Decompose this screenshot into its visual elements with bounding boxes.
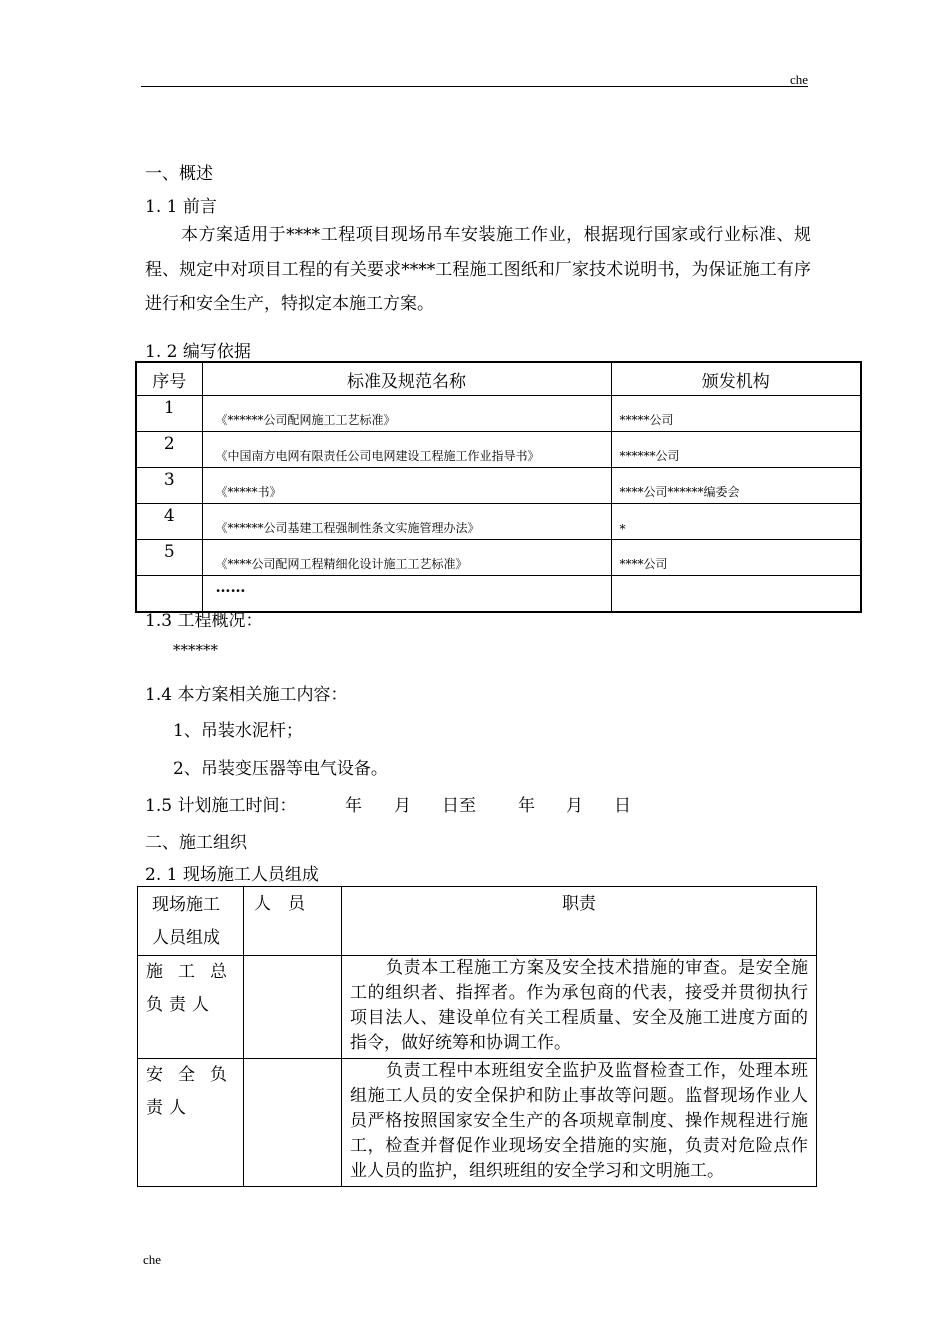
table-row	[136, 468, 861, 504]
date-day-start: 日至	[442, 796, 476, 816]
content-item-1: 1、吊装水泥杆；	[173, 721, 303, 741]
section-1-4-title: 1.4 本方案相关施工内容：	[145, 685, 348, 705]
row-no: 4	[136, 504, 202, 540]
table-row	[138, 1059, 817, 1187]
date-month-start: 月	[394, 796, 411, 816]
row-standard-name: 《******公司基建工程强制性条文实施管理办法》	[202, 504, 611, 540]
header-rule	[141, 86, 808, 87]
row-no: 5	[136, 540, 202, 576]
row-standard-name: ……	[202, 576, 611, 613]
row-issuer	[611, 576, 861, 613]
section-1-2-title: 1. 2 编写依据	[145, 342, 251, 362]
standards-table-header	[136, 362, 861, 396]
table-row	[138, 956, 817, 1059]
col-header-role: 现场施工人员组成	[138, 887, 244, 956]
row-person	[244, 956, 342, 1059]
section-2-title: 二、施工组织	[145, 833, 247, 853]
date-year-start: 年	[345, 796, 362, 816]
staff-table	[137, 886, 817, 1187]
row-standard-name: 《****公司配网工程精细化设计施工工艺标准》	[202, 540, 611, 576]
section-2-1-title: 2. 1 现场施工人员组成	[145, 865, 319, 885]
row-issuer: ****公司******编委会	[611, 468, 861, 504]
date-year-end: 年	[518, 796, 535, 816]
row-standard-name: 《*****书》	[202, 468, 611, 504]
row-duty: 负责工程中本班组安全监护及监督检查工作，处理本班组施工人员的安全保护和防止事故等问题。监督现场作业人员严格按照国家安全生产的各项规章制度、操作规程进行施工，检查并督促作业现场安全措施的实施，负责对危险点作业人员的监护，组织班组的安全学习和文明施工。	[342, 1059, 817, 1187]
table-row	[136, 396, 861, 432]
date-day-end: 日	[614, 796, 631, 816]
standards-table	[135, 361, 862, 613]
table-row	[136, 504, 861, 540]
row-person	[244, 1059, 342, 1187]
col-header-name: 标准及规范名称	[202, 362, 611, 396]
table-row	[136, 432, 861, 468]
section-1-1-title: 1. 1 前言	[145, 197, 217, 217]
page-footer-text: che	[143, 1252, 162, 1267]
content-item-2: 2、吊装变压器等电气设备。	[173, 759, 388, 779]
col-header-person: 人 员	[244, 887, 342, 956]
row-role: 安全负责人	[138, 1059, 244, 1187]
project-overview-text: ******	[173, 641, 218, 659]
row-issuer: ******公司	[611, 432, 861, 468]
table-row	[136, 540, 861, 576]
row-standard-name: 《中国南方电网有限责任公司电网建设工程施工作业指导书》	[202, 432, 611, 468]
row-issuer: ****公司	[611, 540, 861, 576]
section-1-3-title: 1.3 工程概况：	[145, 611, 263, 631]
section-1-title: 一、概述	[145, 164, 213, 184]
col-header-duty: 职责	[342, 887, 817, 956]
col-header-no: 序号	[136, 362, 202, 396]
section-1-5-title: 1.5 计划施工时间：	[145, 796, 297, 816]
row-standard-name: 《******公司配网施工工艺标准》	[202, 396, 611, 432]
col-header-org: 颁发机构	[611, 362, 861, 396]
row-issuer: *****公司	[611, 396, 861, 432]
row-issuer: *	[611, 504, 861, 540]
row-role: 施工总负责人	[138, 956, 244, 1059]
row-duty: 负责本工程施工方案及安全技术措施的审查。是安全施工的组织者、指挥者。作为承包商的代表，接受并贯彻执行项目法人、建设单位有关工程质量、安全及施工进度方面的指令，做好统筹和协调工作。	[342, 956, 817, 1059]
staff-table-header	[138, 887, 817, 956]
page-header-text: che	[789, 72, 808, 87]
row-no: 1	[136, 396, 202, 432]
row-no: 3	[136, 468, 202, 504]
date-month-end: 月	[566, 796, 583, 816]
section-1-1-paragraph: 本方案适用于****工程项目现场吊车安装施工作业，根据现行国家或行业标准、规程、规定中对项目工程的有关要求****工程施工图纸和厂家技术说明书，为保证施工有序进行和安全生产，特拟定本施工方案。	[145, 225, 811, 314]
row-no: 2	[136, 432, 202, 468]
